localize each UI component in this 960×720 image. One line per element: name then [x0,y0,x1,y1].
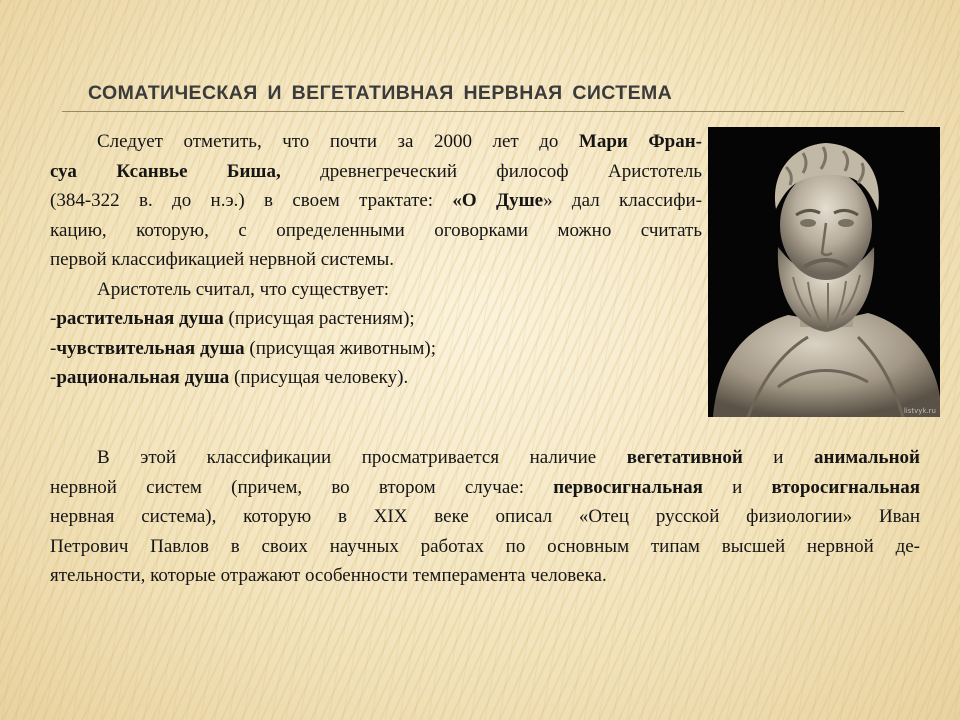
list-item: -растительная душа (присущая растениям); [50,308,415,329]
para2-line-5: ятельности, которые отражают особенности темперамента человека. [50,565,607,586]
para2-line-1: В этой классификации просматривается наличие вегетативной и анимальной [97,447,920,468]
para1-line-2: суа Ксанвье Биша, древнегреческий философ Аристотель [50,160,702,182]
treatise-name: «О Душе [452,190,544,211]
list-item: -чувствительная душа (присущая животным); [50,337,437,359]
bichat-name-cont: суа Ксанвье Биша, [50,160,281,182]
para1-line-5: первой классификацией нервной системы. [50,249,395,270]
para1-line-3: (384-322 в. до н.э.) в своем трактате: «О Душе» дал классифи- [50,190,702,211]
bichat-name: Мари Фран- [578,131,703,152]
slide-title: СОМАТИЧЕСКАЯ И ВЕГЕТАТИВНАЯ НЕРВНАЯ СИСТЕМА [88,82,673,104]
para1-line-1: Следует отметить, что почти за 2000 лет до Мари Фран- [97,131,703,152]
para1-line-4: кацию, которую, с определенными оговорками можно считать [50,219,702,241]
paragraph-aristotle [50,127,702,393]
aristotle-bust-image [708,127,940,417]
para2-line-3: нервная система), которую в XIX веке описал «Отец русской физиологии» Иван [50,506,920,527]
list-item: -рациональная душа (присущая человеку). [50,367,409,388]
bust-icon [708,127,940,417]
title-divider [62,111,904,112]
watermark: listvyk.ru [903,407,936,415]
para1-line-6: Аристотель считал, что существует: [97,278,390,300]
paragraph-classification [50,443,920,591]
para2-line-2: нервной систем (причем, во втором случае: первосигнальная и второсигнальная [50,476,920,498]
para2-line-4: Петрович Павлов в своих научных работах по основным типам высшей нервной де- [50,535,920,557]
